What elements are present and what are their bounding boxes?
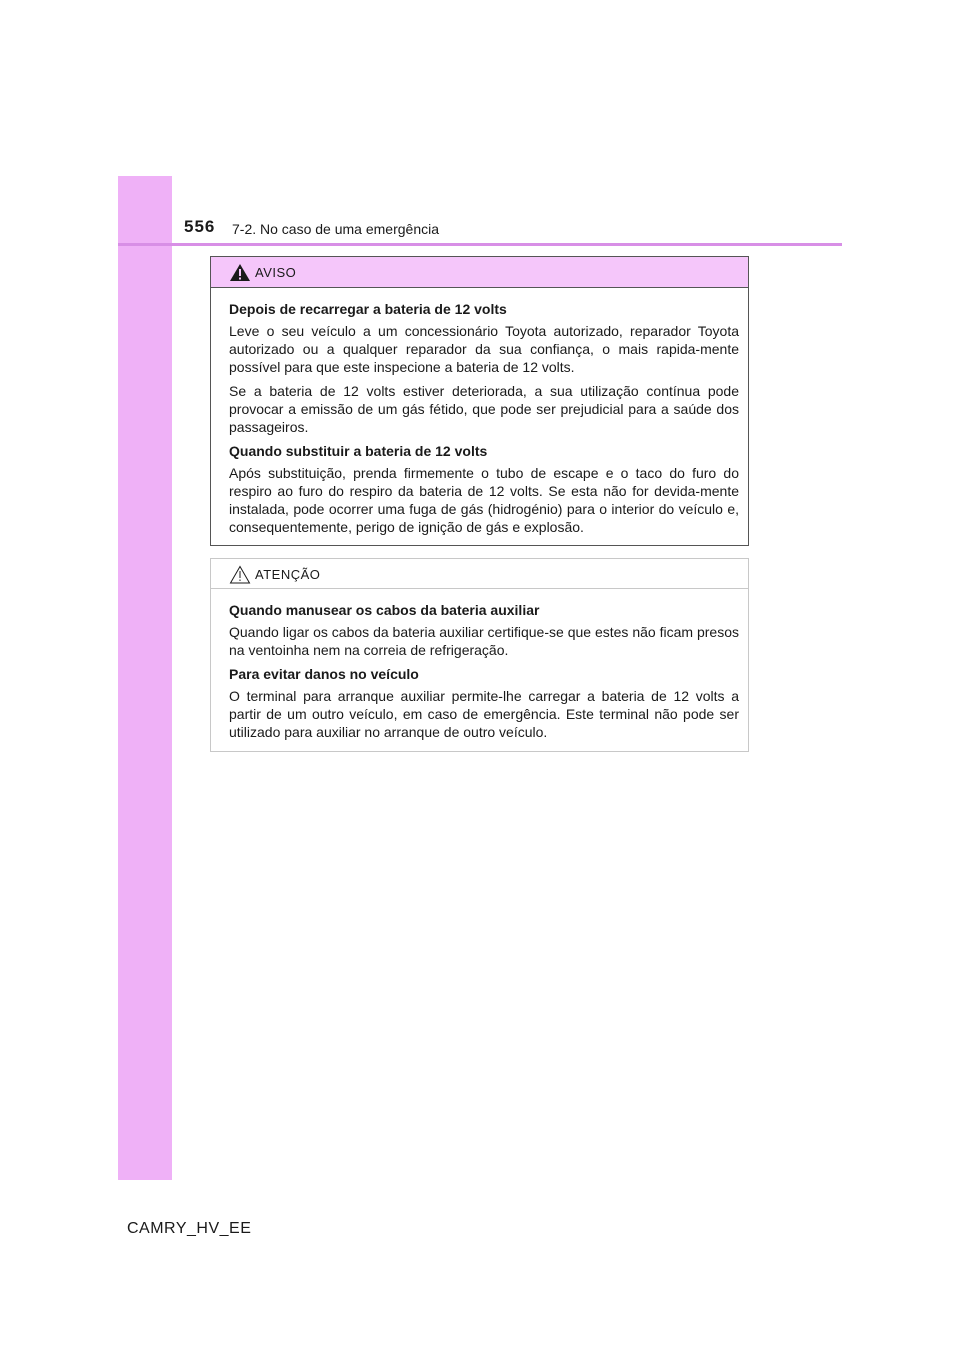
caution-paragraph: Quando ligar os cabos da bateria auxiliar certifique-se que estes não ficam presos na ventoinha nem na correia de refrigeração.	[229, 624, 739, 658]
warning-box	[210, 256, 749, 546]
warning-triangle-outline-icon	[229, 565, 251, 584]
page-number: 556	[184, 217, 216, 236]
section-title: 7-2. No caso de uma emergência	[232, 221, 439, 237]
warning-triangle-filled-icon	[229, 263, 251, 282]
warning-label: AVISO	[255, 265, 297, 280]
warning-paragraph: Leve o seu veículo a um concessionário Toyota autorizado, reparador Toyota autorizado ou a qualquer reparador da sua confiança, o mais rapida-mente possível para que este inspecione a bateria de 12 volts.	[229, 323, 739, 375]
caution-label: ATENÇÃO	[255, 567, 321, 582]
caution-heading: Quando manusear os cabos da bateria auxiliar	[229, 602, 540, 618]
warning-paragraph: Após substituição, prenda firmemente o tubo de escape e o taco do furo do respiro ao furo do respiro da bateria de 12 volts. Se esta não for devida-mente instalada, pode ocorrer uma fuga de gás (hidrogénio) para o interior do veículo e, consequentemente, perigo de ignição de gás e explosão.	[229, 465, 739, 535]
caution-heading: Para evitar danos no veículo	[229, 666, 419, 682]
caution-box	[210, 558, 749, 752]
warning-header	[211, 257, 748, 288]
caution-header	[211, 559, 748, 589]
header-rule	[118, 243, 842, 246]
warning-heading: Quando substituir a bateria de 12 volts	[229, 443, 488, 459]
warning-paragraph: Se a bateria de 12 volts estiver deteriorada, a sua utilização contínua pode provocar a emissão de um gás fétido, que pode ser prejudicial para a saúde dos passageiros.	[229, 383, 739, 435]
document-code: CAMRY_HV_EE	[127, 1220, 252, 1237]
caution-paragraph: O terminal para arranque auxiliar permite-lhe carregar a bateria de 12 volts a partir de um outro veículo, em caso de emergência. Este terminal não pode ser utilizado para auxiliar no arranque de outro veículo.	[229, 688, 739, 740]
warning-heading: Depois de recarregar a bateria de 12 volts	[229, 301, 507, 317]
chapter-sidebar	[118, 176, 172, 1180]
